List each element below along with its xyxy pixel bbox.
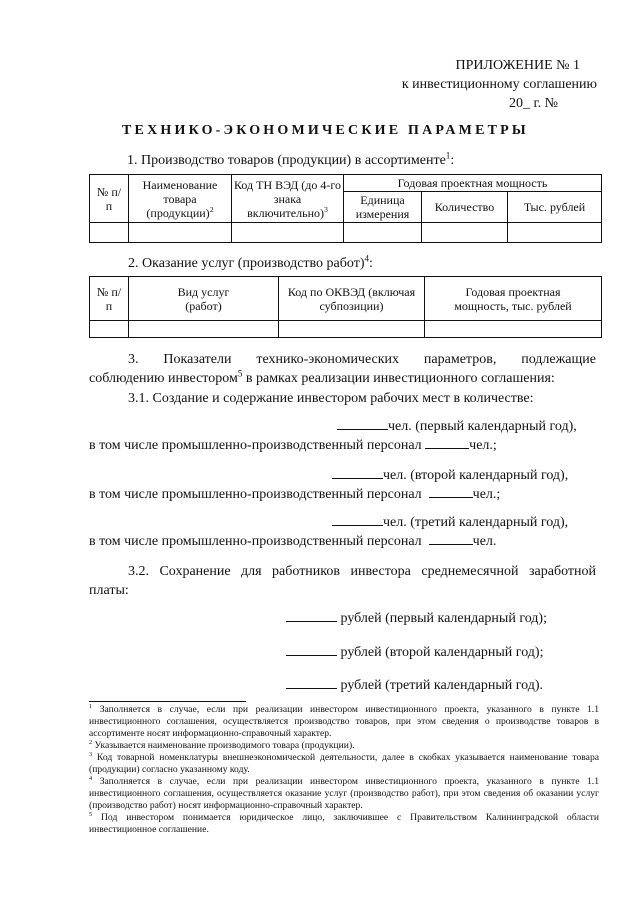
table-cell[interactable] (508, 223, 602, 243)
goods-sub-unit: Единица измерения (344, 192, 422, 223)
table-cell[interactable] (425, 321, 602, 338)
footnote-4: $^4$ Заполняется в случае, если при реализации инвестором инвестиционного проекта, указанного в пункте 1.1 инвестиционного соглашения, осуществляется оказание услуг (производство работ), при этом сведения об оказании услуг (производство работ) носят информационно-справочный характер. (89, 774, 599, 811)
jobs-year3-staff: в том числе промышленно-производственный персонал чел. (89, 534, 497, 549)
footnote-3: $^3$ Код товарной номенклатуры внешнеэкономической деятельности, далее в скобках указывается наименование товара (продукции) согласно указанному коду. (89, 750, 599, 775)
services-col-service: Вид услуг (работ) (129, 277, 279, 321)
salary-year2-field[interactable] (286, 644, 337, 656)
table-cell[interactable] (422, 223, 508, 243)
jobs-year1-staff: в том числе промышленно-производственный персонал чел.; (89, 438, 497, 453)
salary-year2: рублей (второй календарный год); (286, 644, 543, 661)
footnote-divider (89, 701, 246, 702)
section3-line1: 3. Показатели технико-экономических параметров, подлежащие (128, 352, 596, 367)
jobs-year1-staff-field[interactable] (425, 437, 469, 449)
agreement-ref: к инвестиционному соглашению (401, 77, 597, 92)
footnote-5: $^5$ Под инвестором понимается юридическое лицо, заключившее с Правительством Калининградской области инвестиционное соглашение. (89, 810, 599, 835)
footnote-1: $^1$ Заполняется в случае, если при реализации инвестором инвестиционного проекта, указанного в пункте 1.1 инвестиционного соглашения, осуществляется производство товаров, при этом сведения о производстве товаров в ассортименте носят информационно-справочный характер. (89, 702, 599, 739)
section2-heading: 2. Оказание услуг (производство работ)$^4$: (128, 253, 373, 271)
jobs-year3-field[interactable] (332, 514, 383, 526)
salary-year3-field[interactable] (286, 677, 337, 689)
jobs-year2-staff: в том числе промышленно-производственный персонал чел.; (89, 487, 501, 502)
salary-year1-field[interactable] (286, 610, 337, 622)
table-cell[interactable] (90, 223, 129, 243)
table-cell[interactable] (129, 321, 279, 338)
jobs-year1: чел. (первый календарный год), (337, 418, 577, 435)
table-cell[interactable] (232, 223, 344, 243)
jobs-year2-field[interactable] (332, 467, 383, 479)
salary-year1: рублей (первый календарный год); (286, 610, 547, 627)
agreement-date-line: 20_ г. № (508, 96, 558, 111)
table-cell[interactable] (344, 223, 422, 243)
salary-year3: рублей (третий календарный год). (286, 677, 543, 694)
table-cell[interactable] (279, 321, 425, 338)
jobs-year3: чел. (третий календарный год), (332, 514, 568, 531)
section3-1-heading: 3.1. Создание и содержание инвестором рабочих мест в количестве: (128, 391, 534, 406)
jobs-year1-field[interactable] (337, 418, 388, 430)
footnotes (89, 704, 599, 836)
table-cell[interactable] (90, 321, 129, 338)
section1-heading: 1. Производство товаров (продукции) в ассортименте$^1$: (127, 150, 455, 168)
jobs-year2: чел. (второй календарный год), (332, 467, 568, 484)
page-title: ТЕХНИКО-ЭКОНОМИЧЕСКИЕ ПАРАМЕТРЫ (122, 123, 529, 138)
section3-2-line2: платы: (89, 583, 129, 598)
services-col-capacity: Годовая проектная мощность, тыс. рублей (425, 277, 602, 321)
section3-line2: соблюдению инвестором$^5$ в рамках реализации инвестиционного соглашения: (89, 368, 555, 386)
goods-sub-qty: Количество (422, 192, 508, 223)
table-cell[interactable] (129, 223, 232, 243)
goods-col-code: Код ТН ВЭД (до 4-го знака включительно)$^3$ (232, 175, 344, 223)
services-table (89, 276, 602, 338)
footnote-2: $^2$ Указывается наименование производимого товара (продукции). (89, 738, 355, 751)
goods-col-name: Наименование товара (продукции)$^2$ (129, 175, 232, 223)
goods-empty-row (90, 223, 602, 243)
goods-sub-rub: Тыс. рублей (508, 192, 602, 223)
section3-2-line1: 3.2. Сохранение для работников инвестора среднемесячной заработной (128, 564, 596, 579)
goods-col-capacity: Годовая проектная мощность (344, 175, 602, 192)
services-col-num: № п/п (90, 277, 129, 321)
appendix-label: ПРИЛОЖЕНИЕ № 1 (455, 58, 580, 73)
services-col-code: Код по ОКВЭД (включая субпозиции) (279, 277, 425, 321)
jobs-year3-staff-field[interactable] (429, 533, 473, 545)
services-empty-row (90, 321, 602, 338)
goods-table (89, 174, 602, 243)
goods-col-num: № п/п (90, 175, 129, 223)
jobs-year2-staff-field[interactable] (429, 486, 473, 498)
